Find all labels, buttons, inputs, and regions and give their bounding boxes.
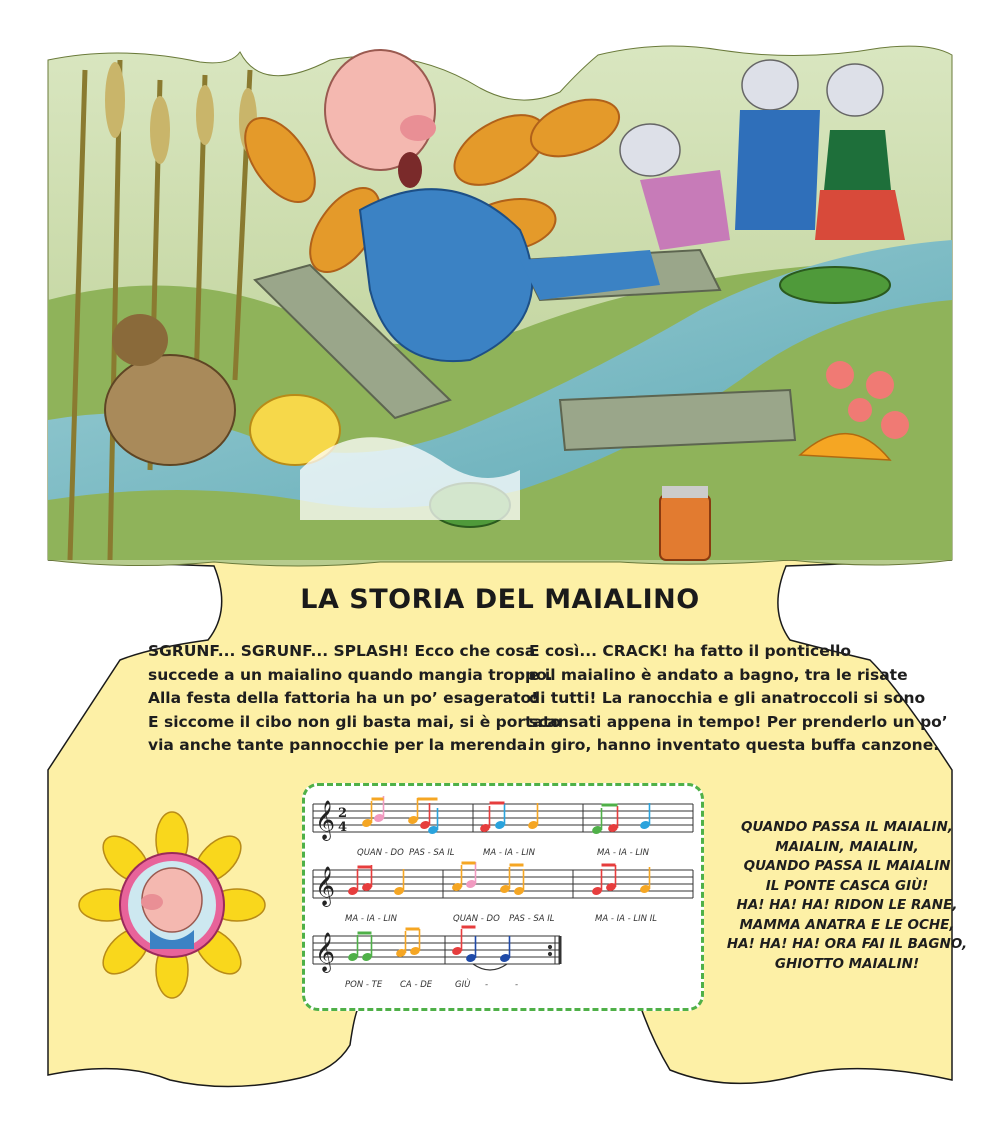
lyrics-line: QUANDO PASSA IL MAIALIN, xyxy=(741,819,953,835)
score-syllable: CA - DE xyxy=(400,980,433,990)
score-syllable: MA - IA - LIN xyxy=(597,848,650,858)
story-line: e il maialino è andato a bagno, tra le risate xyxy=(529,665,908,684)
score-syllable: - xyxy=(485,980,489,990)
lyrics-line: MAIALIN, MAIALIN, xyxy=(775,838,919,855)
illustration xyxy=(48,46,952,566)
music-score-card xyxy=(302,783,704,1011)
page-title: LA STORIA DEL MAIALINO xyxy=(300,584,700,615)
score-syllable: - xyxy=(515,980,519,990)
treble-clef-icon: 𝄞 xyxy=(315,932,336,972)
lyrics-line: MAMMA ANATRA E LE OCHE, xyxy=(739,916,955,933)
story-paragraph-right xyxy=(529,640,948,758)
lyrics-line: IL PONTE CASCA GIÙ! xyxy=(765,877,929,894)
story-line: di tutti! La ranocchia e gli anatroccoli si sono xyxy=(529,689,926,707)
time-signature-bottom: 4 xyxy=(338,820,348,835)
lyrics-line: GHIOTTO MAIALIN! xyxy=(774,955,920,972)
treble-clef-icon: 𝄞 xyxy=(315,866,336,906)
score-syllable: QUAN - DO xyxy=(357,848,404,858)
story-line: E siccome il cibo non gli basta mai, si è portato xyxy=(148,712,561,731)
treble-clef-icon: 𝄞 xyxy=(315,800,336,840)
score-syllable: MA - IA - LIN IL xyxy=(595,914,657,924)
score-syllable: MA - IA - LIN xyxy=(483,848,536,858)
score-syllable: QUAN - DO xyxy=(453,914,500,924)
story-line: in giro, hanno inventato questa buffa canzone. xyxy=(529,736,940,754)
story-line: SGRUNF... SGRUNF... SPLASH! Ecco che cosa xyxy=(148,642,536,660)
note-tie xyxy=(473,964,507,970)
score-syllable: MA - IA - LIN xyxy=(345,914,398,924)
story-line: scansati appena in tempo! Per prenderlo un po’ xyxy=(529,712,948,731)
time-signature-top: 2 xyxy=(338,806,348,821)
score-syllable: PAS - SA IL xyxy=(509,914,555,924)
score-syllable: PAS - SA IL xyxy=(409,848,455,858)
story-line: Alla festa della fattoria ha un po’ esagerato! xyxy=(148,689,539,707)
story-paragraph-left xyxy=(148,640,561,758)
song-lyrics xyxy=(712,818,982,974)
lyrics-line: QUANDO PASSA IL MAIALIN xyxy=(743,858,951,874)
story-line: succede a un maialino quando mangia troppo. xyxy=(148,665,553,684)
staff-row-1 xyxy=(313,804,693,832)
notes-layer xyxy=(347,796,651,970)
pig-face-in-sunflower-icon xyxy=(79,812,265,998)
story-line: E così... CRACK! ha fatto il ponticello xyxy=(529,642,852,660)
lyrics-line: HA! HA! HA! ORA FAI IL BAGNO, xyxy=(726,936,968,952)
lyrics-line: HA! HA! HA! RIDON LE RANE, xyxy=(736,897,958,913)
story-line: via anche tante pannocchie per la merenda. xyxy=(148,736,534,754)
score-syllable: GIÙ xyxy=(455,980,471,990)
music-score xyxy=(305,786,701,1008)
score-syllable: PON - TE xyxy=(345,980,383,990)
